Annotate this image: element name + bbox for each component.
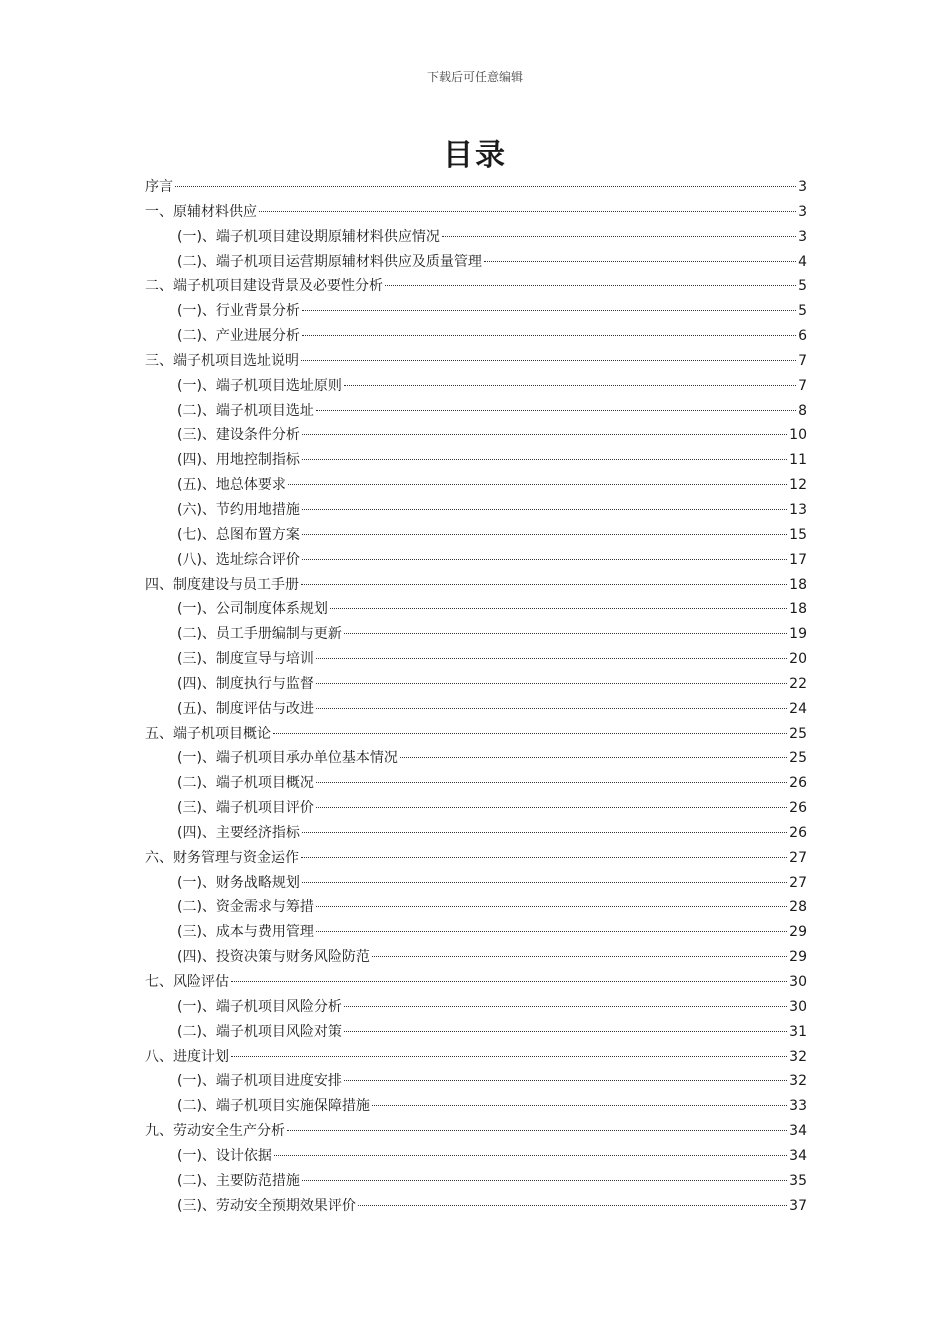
- toc-entry-label: (六)、节约用地措施: [177, 501, 300, 518]
- toc-entry-page-number: 32: [789, 1048, 807, 1065]
- toc-dot-leader: [344, 1031, 787, 1032]
- toc-dot-leader: [316, 782, 787, 783]
- toc-entry-label: (七)、总图布置方案: [177, 526, 300, 543]
- toc-entry-label: (二)、端子机项目概况: [177, 775, 314, 792]
- toc-subsection-entry[interactable]: [145, 622, 807, 647]
- toc-dot-leader: [302, 534, 787, 535]
- toc-dot-leader: [231, 981, 787, 982]
- toc-entry-label: 九、劳动安全生产分析: [145, 1123, 285, 1140]
- toc-entry-label: (一)、公司制度体系规划: [177, 601, 328, 618]
- toc-section-entry[interactable]: [145, 846, 807, 871]
- toc-dot-leader: [302, 509, 787, 510]
- toc-entry-label: (二)、产业进展分析: [177, 328, 300, 345]
- toc-dot-leader: [302, 459, 787, 460]
- toc-dot-leader: [302, 1180, 787, 1181]
- toc-entry-label: 四、制度建设与员工手册: [145, 576, 299, 593]
- toc-section-entry[interactable]: [145, 722, 807, 747]
- toc-entry-page-number: 27: [789, 849, 807, 866]
- toc-entry-page-number: 26: [789, 824, 807, 841]
- toc-entry-label: 二、端子机项目建设背景及必要性分析: [145, 278, 383, 295]
- toc-entry-page-number: 12: [789, 477, 807, 494]
- toc-entry-page-number: 18: [789, 601, 807, 618]
- toc-entry-label: (一)、端子机项目风险分析: [177, 998, 342, 1015]
- toc-dot-leader: [316, 708, 787, 709]
- toc-dot-leader: [372, 956, 787, 957]
- toc-subsection-entry[interactable]: [145, 1144, 807, 1169]
- toc-entry-page-number: 3: [798, 179, 807, 195]
- toc-entry-page-number: 19: [789, 626, 807, 643]
- toc-subsection-entry[interactable]: [145, 1169, 807, 1194]
- toc-entry-page-number: 4: [798, 253, 807, 270]
- toc-entry-label: 六、财务管理与资金运作: [145, 849, 299, 866]
- toc-entry-label: (五)、地总体要求: [177, 477, 286, 494]
- toc-dot-leader: [287, 1130, 787, 1131]
- toc-entry-label: 五、端子机项目概论: [145, 725, 271, 742]
- toc-dot-leader: [442, 236, 796, 237]
- toc-subsection-entry[interactable]: [145, 1020, 807, 1045]
- toc-dot-leader: [301, 857, 787, 858]
- toc-entry-label: (二)、员工手册编制与更新: [177, 626, 342, 643]
- toc-subsection-entry[interactable]: [145, 995, 807, 1020]
- toc-entry-label: (一)、端子机项目建设期原辅材料供应情况: [177, 228, 440, 245]
- toc-dot-leader: [302, 882, 787, 883]
- toc-entry-label: (三)、劳动安全预期效果评价: [177, 1197, 356, 1214]
- toc-subsection-entry[interactable]: [145, 399, 807, 424]
- toc-dot-leader: [316, 807, 787, 808]
- toc-dot-leader: [273, 733, 787, 734]
- toc-subsection-entry[interactable]: [145, 945, 807, 970]
- toc-dot-leader: [302, 434, 787, 435]
- toc-entry-page-number: 3: [798, 228, 807, 245]
- toc-entry-label: (二)、端子机项目风险对策: [177, 1023, 342, 1040]
- toc-entry-page-number: 27: [789, 874, 807, 891]
- toc-entry-label: 序言: [145, 179, 173, 195]
- toc-entry-page-number: 15: [789, 526, 807, 543]
- toc-subsection-entry[interactable]: [145, 548, 807, 573]
- toc-entry-page-number: 33: [789, 1098, 807, 1115]
- toc-entry-label: (二)、资金需求与筹措: [177, 899, 314, 916]
- toc-subsection-entry[interactable]: [145, 647, 807, 672]
- toc-dot-leader: [344, 1006, 787, 1007]
- table-of-contents: [145, 175, 807, 1218]
- toc-dot-leader: [274, 1155, 787, 1156]
- toc-entry-page-number: 34: [789, 1147, 807, 1164]
- toc-entry-page-number: 7: [798, 352, 807, 369]
- toc-section-entry[interactable]: [145, 573, 807, 598]
- toc-entry-label: (一)、行业背景分析: [177, 303, 300, 320]
- toc-dot-leader: [302, 335, 796, 336]
- toc-subsection-entry[interactable]: [145, 1069, 807, 1094]
- toc-entry-label: (一)、端子机项目承办单位基本情况: [177, 750, 398, 767]
- toc-entry-page-number: 28: [789, 899, 807, 916]
- toc-entry-label: (三)、建设条件分析: [177, 427, 300, 444]
- toc-dot-leader: [484, 261, 796, 262]
- toc-entry-page-number: 18: [789, 576, 807, 593]
- toc-dot-leader: [344, 385, 796, 386]
- toc-entry-page-number: 35: [789, 1172, 807, 1189]
- toc-entry-page-number: 13: [789, 501, 807, 518]
- toc-subsection-entry[interactable]: [145, 920, 807, 945]
- toc-subsection-entry[interactable]: [145, 473, 807, 498]
- toc-entry-page-number: 17: [789, 551, 807, 568]
- toc-entry-label: (一)、端子机项目进度安排: [177, 1073, 342, 1090]
- toc-section-entry[interactable]: [145, 274, 807, 299]
- toc-entry-page-number: 25: [789, 725, 807, 742]
- toc-subsection-entry[interactable]: [145, 871, 807, 896]
- toc-entry-page-number: 26: [789, 800, 807, 817]
- toc-entry-label: (一)、设计依据: [177, 1147, 272, 1164]
- toc-dot-leader: [288, 484, 787, 485]
- toc-entry-page-number: 11: [789, 452, 807, 469]
- toc-dot-leader: [302, 559, 787, 560]
- toc-section-entry[interactable]: [145, 349, 807, 374]
- toc-subsection-entry[interactable]: [145, 895, 807, 920]
- toc-subsection-entry[interactable]: [145, 523, 807, 548]
- toc-dot-leader: [358, 1205, 787, 1206]
- toc-section-entry[interactable]: [145, 1045, 807, 1070]
- toc-dot-leader: [175, 186, 796, 187]
- toc-entry-label: 一、原辅材料供应: [145, 203, 257, 220]
- toc-subsection-entry[interactable]: [145, 423, 807, 448]
- toc-entry-page-number: 10: [789, 427, 807, 444]
- toc-subsection-entry[interactable]: [145, 1194, 807, 1219]
- toc-dot-leader: [344, 1080, 787, 1081]
- toc-entry-label: (一)、端子机项目选址原则: [177, 377, 342, 394]
- toc-dot-leader: [385, 285, 796, 286]
- toc-entry-page-number: 30: [789, 974, 807, 990]
- toc-dot-leader: [302, 832, 787, 833]
- toc-dot-leader: [301, 584, 787, 585]
- toc-dot-leader: [316, 410, 796, 411]
- toc-dot-leader: [316, 931, 787, 932]
- toc-subsection-entry[interactable]: [145, 1094, 807, 1119]
- toc-entry-label: (五)、制度评估与改进: [177, 700, 314, 717]
- toc-entry-label: (二)、端子机项目运营期原辅材料供应及质量管理: [177, 253, 482, 270]
- toc-entry-page-number: 7: [798, 377, 807, 394]
- toc-entry-page-number: 29: [789, 949, 807, 966]
- toc-entry-label: (一)、财务战略规划: [177, 874, 300, 891]
- toc-subsection-entry[interactable]: [145, 746, 807, 771]
- toc-dot-leader: [330, 608, 787, 609]
- toc-subsection-entry[interactable]: [145, 597, 807, 622]
- toc-entry-page-number: 29: [789, 924, 807, 941]
- page-title: 目录: [443, 138, 507, 173]
- toc-entry-page-number: 3: [798, 203, 807, 220]
- toc-entry-label: (三)、端子机项目评价: [177, 800, 314, 817]
- toc-subsection-entry[interactable]: [145, 324, 807, 349]
- toc-subsection-entry[interactable]: [145, 374, 807, 399]
- toc-entry-label: (二)、端子机项目实施保障措施: [177, 1098, 370, 1115]
- toc-entry-page-number: 22: [789, 675, 807, 692]
- toc-subsection-entry[interactable]: [145, 498, 807, 523]
- toc-dot-leader: [301, 360, 796, 361]
- toc-entry-label: 八、进度计划: [145, 1048, 229, 1065]
- toc-dot-leader: [372, 1105, 787, 1106]
- toc-entry-page-number: 5: [798, 278, 807, 295]
- toc-entry-label: (二)、端子机项目选址: [177, 402, 314, 419]
- toc-entry-label: (四)、投资决策与财务风险防范: [177, 949, 370, 966]
- toc-subsection-entry[interactable]: [145, 672, 807, 697]
- toc-entry-page-number: 20: [789, 651, 807, 668]
- toc-entry-label: (二)、主要防范措施: [177, 1172, 300, 1189]
- toc-section-entry[interactable]: [145, 970, 807, 995]
- toc-subsection-entry[interactable]: [145, 250, 807, 275]
- toc-entry-label: (三)、成本与费用管理: [177, 924, 314, 941]
- toc-entry-label: 三、端子机项目选址说明: [145, 352, 299, 369]
- toc-dot-leader: [231, 1056, 787, 1057]
- toc-subsection-entry[interactable]: [145, 796, 807, 821]
- toc-entry-label: (八)、选址综合评价: [177, 551, 300, 568]
- toc-entry-label: (四)、主要经济指标: [177, 824, 300, 841]
- toc-dot-leader: [259, 211, 796, 212]
- toc-entry-label: (四)、用地控制指标: [177, 452, 300, 469]
- toc-section-entry[interactable]: [145, 200, 807, 225]
- toc-subsection-entry[interactable]: [145, 771, 807, 796]
- toc-entry-page-number: 37: [789, 1197, 807, 1214]
- toc-entry-page-number: 6: [798, 328, 807, 345]
- toc-section-entry[interactable]: [145, 1119, 807, 1144]
- toc-subsection-entry[interactable]: [145, 821, 807, 846]
- toc-entry-page-number: 30: [789, 998, 807, 1015]
- toc-subsection-entry[interactable]: [145, 697, 807, 722]
- toc-dot-leader: [316, 658, 787, 659]
- toc-dot-leader: [316, 906, 787, 907]
- toc-dot-leader: [316, 683, 787, 684]
- toc-dot-leader: [302, 310, 796, 311]
- toc-section-entry[interactable]: [145, 175, 807, 200]
- toc-entry-label: 七、风险评估: [145, 974, 229, 990]
- toc-entry-page-number: 26: [789, 775, 807, 792]
- toc-entry-label: (四)、制度执行与监督: [177, 675, 314, 692]
- page-header-note: 下载后可任意编辑: [426, 70, 523, 84]
- toc-dot-leader: [400, 757, 787, 758]
- toc-entry-page-number: 34: [789, 1123, 807, 1140]
- toc-dot-leader: [344, 633, 787, 634]
- toc-entry-page-number: 24: [789, 700, 807, 717]
- toc-subsection-entry[interactable]: [145, 448, 807, 473]
- toc-entry-page-number: 25: [789, 750, 807, 767]
- toc-entry-label: (三)、制度宣导与培训: [177, 651, 314, 668]
- toc-subsection-entry[interactable]: [145, 299, 807, 324]
- toc-entry-page-number: 5: [798, 303, 807, 320]
- toc-entry-page-number: 31: [789, 1023, 807, 1040]
- toc-subsection-entry[interactable]: [145, 225, 807, 250]
- toc-entry-page-number: 32: [789, 1073, 807, 1090]
- toc-entry-page-number: 8: [798, 402, 807, 419]
